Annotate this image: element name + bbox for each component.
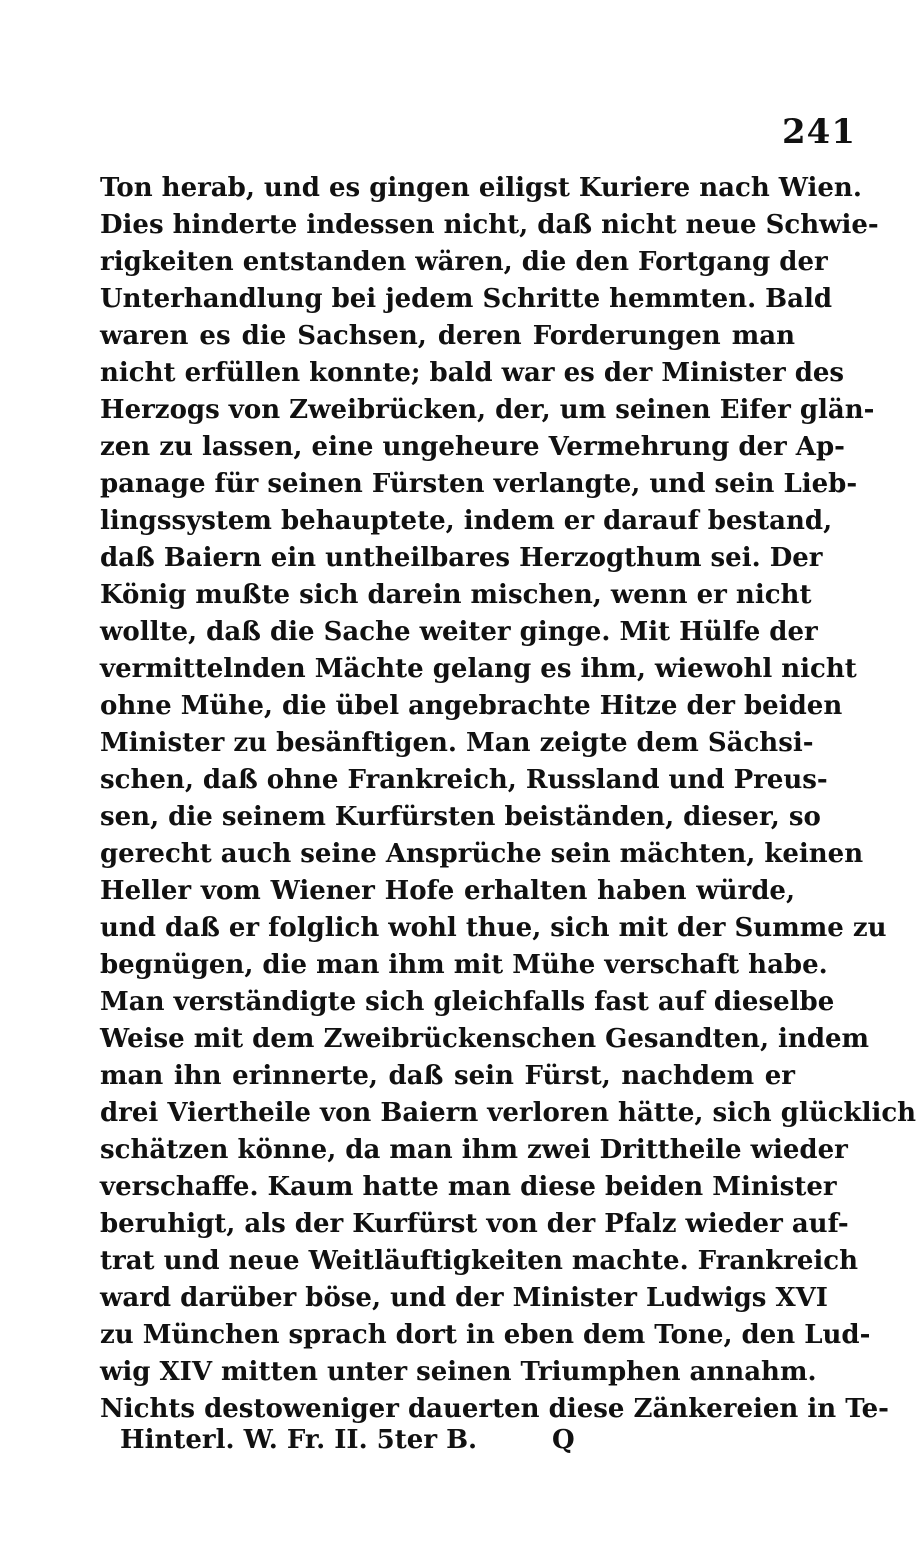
text-line: Minister zu besänftigen. Man zeigte dem Sächsi- [100,728,814,758]
text-line: vermittelnden Mächte gelang es ihm, wiewohl nicht [100,654,857,684]
text-line: Dies hinderte indessen nicht, daß nicht neue Schwie- [100,210,879,240]
text-line: verschaffe. Kaum hatte man diese beiden Minister [100,1172,837,1202]
text-line: schen, daß ohne Frankreich, Russland und Preus- [100,765,828,795]
text-line: drei Viertheile von Baiern verloren hätte, sich glücklich [100,1098,916,1128]
text-line: sen, die seinem Kurfürsten beiständen, dieser, so [100,802,821,832]
footer-note: Hinterl. W. Fr. II. 5ter B. [120,1425,478,1455]
text-line: waren es die Sachsen, deren Forderungen man [100,321,795,351]
text-line: wollte, daß die Sache weiter ginge. Mit Hülfe der [100,617,818,647]
text-line: ward darüber böse, und der Minister Ludwigs XVI [100,1283,828,1313]
text-line: Weise mit dem Zweibrückenschen Gesandten, indem [100,1024,870,1054]
text-line: Ton herab, und es gingen eiligst Kuriere nach Wien. [100,173,862,203]
text-line: gerecht auch seine Ansprüche sein mächten, keinen [100,839,864,869]
text-line: panage für seinen Fürsten verlangte, und sein Lieb- [100,469,858,499]
text-line: Heller vom Wiener Hofe erhalten haben würde, [100,876,795,906]
text-line: wig XIV mitten unter seinen Triumphen annahm. [100,1357,817,1387]
text-line: trat und neue Weitläuftigkeiten machte. Frankreich [100,1246,858,1276]
text-line: zen zu lassen, eine ungeheure Vermehrung der Ap- [100,432,845,462]
text-line: man ihn erinnerte, daß sein Fürst, nachdem er [100,1061,795,1091]
text-line: Man verständigte sich gleichfalls fast auf dieselbe [100,987,835,1017]
text-line: König mußte sich darein mischen, wenn er nicht [100,580,812,610]
text-line: und daß er folglich wohl thue, sich mit der Summe zu [100,913,887,943]
text-line: lingssystem behauptete, indem er darauf bestand, [100,506,833,536]
text-line: Herzogs von Zweibrücken, der, um seinen Eifer glän- [100,395,875,425]
text-line: rigkeiten entstanden wären, die den Fortgang der [100,247,828,277]
text-line: schätzen könne, da man ihm zwei Drittheile wieder [100,1135,848,1165]
text-line: Unterhandlung bei jedem Schritte hemmten. Bald [100,284,833,314]
text-line: beruhigt, als der Kurfürst von der Pfalz wieder auf- [100,1209,849,1239]
page-number: 241 [782,112,856,152]
text-line: ohne Mühe, die übel angebrachte Hitze der beiden [100,691,843,721]
text-line: begnügen, die man ihm mit Mühe verschaft habe. [100,950,828,980]
text-line: nicht erfüllen konnte; bald war es der Minister des [100,358,845,388]
text-line: zu München sprach dort in eben dem Tone, den Lud- [100,1320,871,1350]
page-footer [120,1420,590,1460]
body-text [100,170,916,1428]
signature-mark: Q [552,1425,575,1455]
text-line: Nichts destoweniger dauerten diese Zänkereien in Te- [100,1394,889,1424]
text-line: daß Baiern ein untheilbares Herzogthum sei. Der [100,543,823,573]
